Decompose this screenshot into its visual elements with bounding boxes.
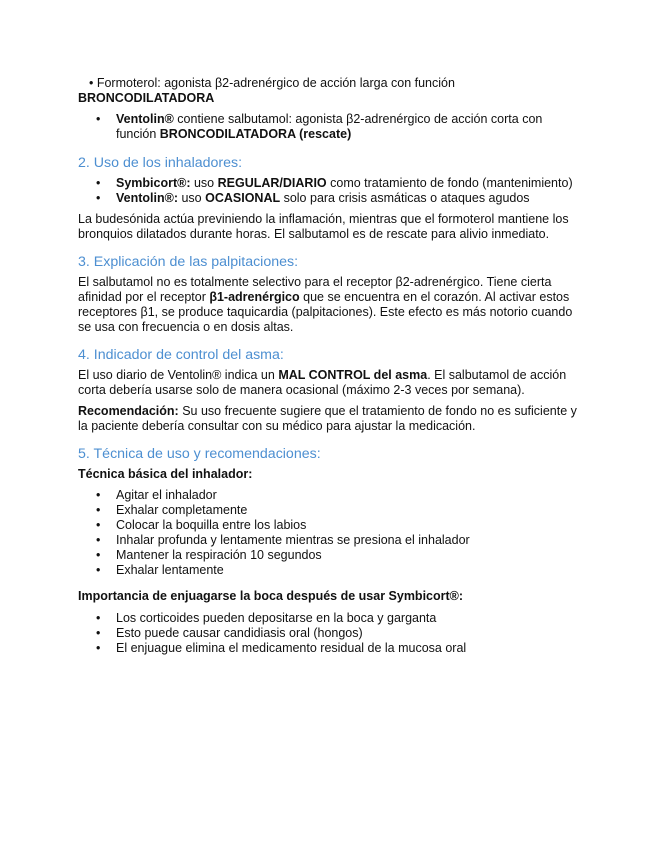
section-5-title: 5. Técnica de uso y recomendaciones: (78, 446, 321, 462)
inhaler-use-list (78, 176, 583, 206)
rinse-heading: Importancia de enjuagarse la boca después de usar Symbicort®: (78, 589, 464, 603)
section-4-paragraph: El uso diario de Ventolin® indica un MAL CONTROL del asma. El salbutamol de acción corta debería usarse solo de manera ocasional (máximo 2-3 veces por semana). (78, 368, 567, 397)
list-item: • Colocar la boquilla entre los labios (96, 518, 307, 532)
list-item: • Los corticoides pueden depositarse en la boca y garganta (96, 611, 437, 625)
section-3-paragraph: El salbutamol no es totalmente selectivo para el receptor β2-adrenérgico. Tiene cierta afinidad por el receptor β1-adrenérgico que se encuentra en el corazón. Al activar estos receptores β1, se produce taquicardia (palpitaciones). Este efecto es más notorio cuando se usa con frecuencia o en dosis altas. (78, 275, 573, 334)
list-item: • Symbicort®: uso REGULAR/DIARIO como tratamiento de fondo (mantenimiento) (96, 176, 573, 190)
rinse-list (78, 611, 583, 656)
recommendation-paragraph: Recomendación: Su uso frecuente sugiere que el tratamiento de fondo no es suficiente y la paciente debería consultar con su médico para ajustar la medicación. (78, 404, 577, 433)
list-item: • Agitar el inhalador (96, 488, 217, 502)
document-content (78, 76, 583, 656)
list-item: • Ventolin®: uso OCASIONAL solo para crisis asmáticas o ataques agudos (96, 191, 530, 205)
list-item: • Esto puede causar candidiasis oral (hongos) (96, 626, 363, 640)
list-item: • El enjuague elimina el medicamento residual de la mucosa oral (96, 641, 467, 655)
list-item: • Inhalar profunda y lentamente mientras se presiona el inhalador (96, 533, 470, 547)
list-item: • Ventolin® contiene salbutamol: agonista β2-adrenérgico de acción corta con función BRONCODILATADORA (rescate) (96, 112, 543, 141)
technique-heading: Técnica básica del inhalador: (78, 467, 253, 481)
list-item: • Exhalar completamente (96, 503, 248, 517)
section-2-paragraph: La budesónida actúa previniendo la inflamación, mientras que el formoterol mantiene los bronquios dilatados durante horas. El salbutamol es de rescate para alivio inmediato. (78, 212, 569, 241)
list-item: • Mantener la respiración 10 segundos (96, 548, 322, 562)
section-3-title: 3. Explicación de las palpitaciones: (78, 254, 299, 270)
formoterol-function: BRONCODILATADORA (78, 91, 215, 105)
section-2-title: 2. Uso de los inhaladores: (78, 155, 243, 171)
formoterol-line: • Formoterol: agonista β2-adrenérgico de acción larga con función (89, 76, 455, 90)
list-item: • Exhalar lentamente (96, 563, 224, 577)
ventolin-list (78, 112, 583, 142)
technique-list (78, 488, 583, 578)
section-4-title: 4. Indicador de control del asma: (78, 347, 284, 363)
